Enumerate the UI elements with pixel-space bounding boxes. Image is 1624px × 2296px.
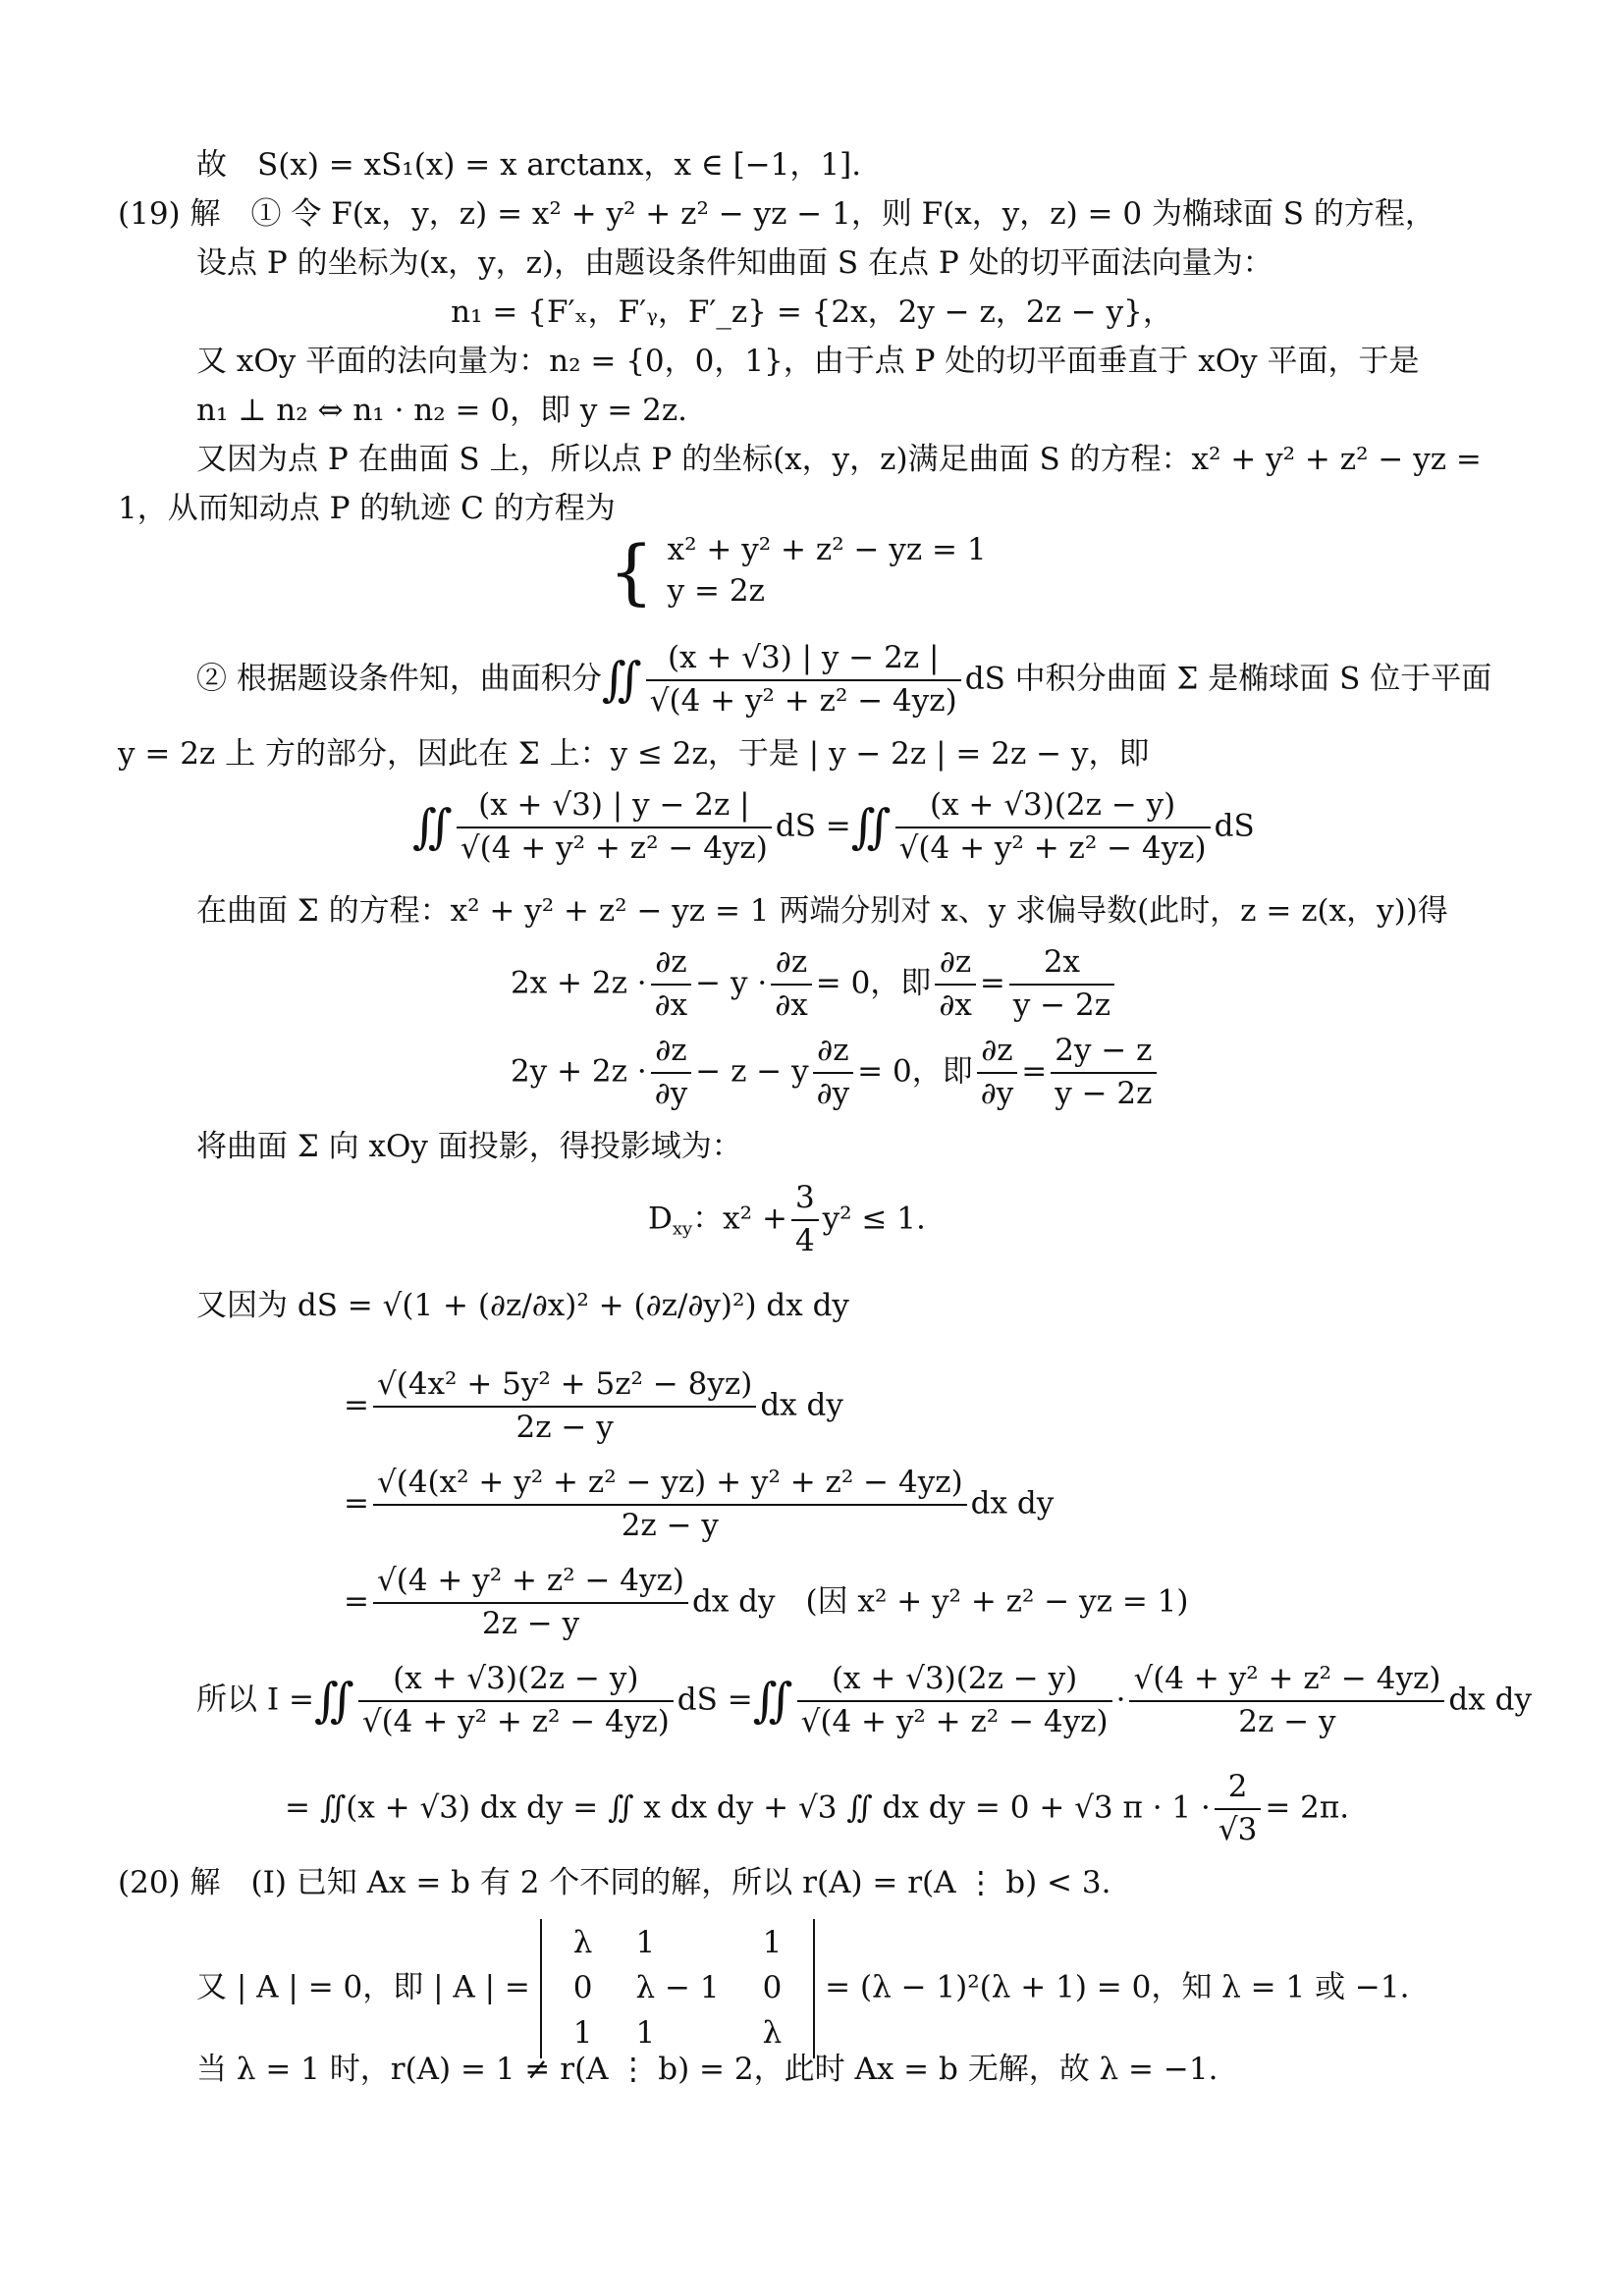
- fraction-numerator: 2y − z: [1051, 1031, 1156, 1074]
- fraction-numerator: (x + √3) | y − 2z |: [457, 785, 772, 828]
- text-segment: ② 根据题设条件知，曲面积分: [196, 661, 602, 697]
- fraction-numerator: ∂z: [977, 1031, 1018, 1074]
- fraction-denominator: 2z − y: [621, 1507, 719, 1543]
- section-20-heading-line: (20) 解 (Ⅰ) 已知 Ax = b 有 2 个不同的解，所以 r(A) = r(A ⋮ b) < 3.: [118, 1865, 1111, 1900]
- text-segment: = 0，即: [815, 965, 932, 1001]
- determinant-line: [196, 1919, 1409, 2058]
- text-line: 又因为 dS = √(1 + (∂z/∂x)² + (∂z/∂y)²) dx dy: [196, 1288, 849, 1323]
- determinant-matrix: [540, 1919, 816, 2058]
- text-segment: dx dy: [970, 1485, 1055, 1522]
- fraction-denominator: 2z − y: [1238, 1703, 1336, 1739]
- fraction-denominator: y − 2z: [1012, 987, 1111, 1023]
- fraction-denominator: 4: [794, 1222, 815, 1258]
- fraction-denominator: ∂x: [775, 987, 808, 1023]
- fraction-numerator: (x + √3)(2z − y): [895, 785, 1211, 828]
- double-integral-glyph: ∬: [752, 1673, 793, 1729]
- text-segment: =: [344, 1485, 369, 1522]
- fraction: [813, 1031, 854, 1115]
- text-segment: =: [344, 1387, 369, 1423]
- text-segment: =: [979, 965, 1005, 1001]
- text-segment: 2y + 2z ·: [511, 1053, 647, 1090]
- integral-equality-line: [412, 785, 1255, 870]
- fraction-denominator: √3: [1218, 1811, 1258, 1847]
- text-segment: 2x + 2z ·: [511, 965, 647, 1001]
- fraction-numerator: √(4x² + 5y² + 5z² − 8yz): [373, 1364, 756, 1408]
- integral-result-line: [285, 1767, 1349, 1851]
- text-segment: dS =: [775, 808, 851, 844]
- matrix-cell: 1: [635, 1925, 656, 1960]
- matrix-cell: 1: [762, 1925, 783, 1960]
- fraction: [977, 1031, 1018, 1115]
- fraction-denominator: √(4 + y² + z² − 4yz): [361, 1703, 670, 1739]
- text-segment: ·: [1115, 1682, 1126, 1718]
- matrix-cell: 0: [572, 1969, 593, 2005]
- text-segment: dS =: [677, 1682, 753, 1718]
- fraction-numerator: √(4(x² + y² + z² − yz) + y² + z² − 4yz): [373, 1463, 967, 1506]
- text-segment: dx dy (因 x² + y² + z² − yz = 1): [691, 1583, 1189, 1620]
- fraction: [373, 1364, 756, 1449]
- fraction-numerator: ∂z: [651, 942, 692, 986]
- text-line: 当 λ = 1 时，r(A) = 1 ≠ r(A ⋮ b) = 2，此时 Ax = b 无解，故 λ = −1.: [196, 2052, 1218, 2087]
- surface-integral-line: [196, 638, 1491, 722]
- ds-step-2: [344, 1463, 1054, 1547]
- text-segment: = (λ − 1)²(λ + 1) = 0，知 λ = 1 或 −1.: [825, 1969, 1410, 2005]
- text-segment: ：x² +: [692, 1201, 787, 1237]
- fraction: [651, 1031, 692, 1115]
- text-segment: = 2π.: [1265, 1789, 1350, 1826]
- subscript: xy: [672, 1218, 693, 1240]
- system-equation-2: y = 2z: [667, 572, 765, 609]
- text-segment: =: [1021, 1053, 1048, 1090]
- fraction: [895, 785, 1211, 870]
- text-line: 又 xOy 平面的法向量为：n₂ = {0，0，1}，由于点 P 处的切平面垂直于 xOy 平面，于是: [196, 344, 1420, 379]
- fraction: [651, 942, 692, 1027]
- fraction-denominator: 2z − y: [515, 1409, 614, 1445]
- projection-domain-line: [648, 1178, 926, 1262]
- text-segment: 又 | A | = 0，即 | A | =: [196, 1969, 530, 2005]
- text-segment: =: [344, 1583, 369, 1620]
- double-integral-glyph: ∬: [412, 799, 453, 855]
- fraction-numerator: ∂z: [813, 1031, 854, 1074]
- matrix-cell: λ: [762, 2014, 783, 2051]
- fraction-denominator: 2z − y: [481, 1605, 580, 1641]
- equation-system: [609, 530, 987, 613]
- fraction-denominator: √(4 + y² + z² − 4yz): [649, 682, 957, 719]
- fraction-denominator: ∂y: [980, 1075, 1014, 1111]
- fraction: [797, 1659, 1112, 1743]
- fraction-denominator: √(4 + y² + z² − 4yz): [898, 829, 1207, 866]
- fraction-denominator: ∂x: [939, 987, 972, 1023]
- fraction-numerator: ∂z: [935, 942, 976, 986]
- text-segment: D: [648, 1201, 673, 1237]
- text-segment: 所以 I =: [196, 1682, 314, 1718]
- fraction-numerator: 2x: [1009, 942, 1114, 986]
- text-line: 又因为点 P 在曲面 S 上，所以点 P 的坐标(x，y，z)满足曲面 S 的方程：x² + y² + z² − yz =: [196, 442, 1482, 477]
- fraction: [1009, 942, 1114, 1027]
- partial-derivative-x-line: [511, 942, 1118, 1027]
- integral-I-line: [196, 1659, 1532, 1743]
- double-integral-glyph: ∬: [601, 652, 642, 708]
- matrix-cell: λ − 1: [635, 1969, 720, 2005]
- fraction-denominator: ∂y: [816, 1075, 850, 1111]
- fraction-numerator: √(4 + y² + z² − 4yz): [373, 1561, 688, 1604]
- text-segment: − y ·: [695, 965, 768, 1001]
- ds-step-1: [344, 1364, 843, 1449]
- fraction: [1129, 1659, 1444, 1743]
- text-line: n₁ ⊥ n₂ ⇔ n₁ · n₂ = 0，即 y = 2z.: [196, 393, 688, 428]
- fraction: [358, 1659, 674, 1743]
- fraction-denominator: √(4 + y² + z² − 4yz): [460, 829, 768, 866]
- fraction-numerator: ∂z: [771, 942, 812, 986]
- partial-derivative-y-line: [511, 1031, 1161, 1115]
- fraction-numerator: (x + √3)(2z − y): [358, 1659, 674, 1702]
- fraction: [791, 1178, 819, 1262]
- text-segment: dx dy: [760, 1387, 843, 1423]
- left-brace-glyph: {: [609, 529, 654, 613]
- matrix-cell: 1: [635, 2014, 656, 2051]
- fraction-denominator: y − 2z: [1055, 1075, 1153, 1111]
- ds-step-3: [344, 1561, 1188, 1645]
- fraction: [457, 785, 772, 870]
- double-integral-glyph: ∬: [313, 1673, 354, 1729]
- text-segment: y² ≤ 1.: [822, 1201, 926, 1237]
- fraction: [1051, 1031, 1156, 1115]
- fraction: [935, 942, 976, 1027]
- fraction-numerator: 3: [791, 1178, 819, 1221]
- text-line: 故 S(x) = xS₁(x) = x arctanx，x ∈ [−1，1].: [196, 147, 862, 183]
- fraction-denominator: ∂x: [654, 987, 688, 1023]
- text-segment: − z − y: [695, 1053, 809, 1090]
- fraction: [646, 638, 961, 722]
- fraction: [1215, 1767, 1261, 1851]
- fraction-numerator: ∂z: [651, 1031, 692, 1074]
- text-segment: dS: [1214, 808, 1255, 844]
- text-line: y = 2z 上 方的部分，因此在 Σ 上：y ≤ 2z，于是 | y − 2z | = 2z − y，即: [118, 736, 1150, 772]
- fraction-numerator: (x + √3) | y − 2z |: [646, 638, 961, 681]
- text-segment: = ∬(x + √3) dx dy = ∬ x dx dy + √3 ∬ dx dy = 0 + √3 π · 1 ·: [285, 1789, 1211, 1826]
- fraction-denominator: ∂y: [654, 1075, 688, 1111]
- section-19-heading-line: (19) 解 ① 令 F(x，y，z) = x² + y² + z² − yz − 1，则 F(x，y，z) = 0 为椭球面 S 的方程，: [118, 196, 1435, 232]
- text-segment: dx dy: [1448, 1682, 1532, 1718]
- text-line: 设点 P 的坐标为(x，y，z)，由题设条件知曲面 S 在点 P 处的切平面法向量为：: [196, 245, 1273, 281]
- matrix-cell: 1: [572, 2014, 593, 2051]
- text-line: 在曲面 Σ 的方程：x² + y² + z² − yz = 1 两端分别对 x、y 求偏导数(此时，z = z(x，y))得: [196, 893, 1448, 929]
- fraction-numerator: √(4 + y² + z² − 4yz): [1129, 1659, 1444, 1702]
- double-integral-glyph: ∬: [850, 799, 892, 855]
- text-segment: = 0，即: [857, 1053, 973, 1090]
- fraction-numerator: (x + √3)(2z − y): [797, 1659, 1112, 1702]
- matrix-cell: λ: [572, 1925, 593, 1960]
- fraction: [771, 942, 812, 1027]
- normal-vector-equation: n₁ = {F′ₓ，F′ᵧ，F′_z} = {2x，2y − z，2z − y}，: [451, 294, 1173, 330]
- fraction: [373, 1561, 688, 1645]
- text-line: 1，从而知动点 P 的轨迹 C 的方程为: [118, 491, 616, 526]
- text-line: 将曲面 Σ 向 xOy 面投影，得投影域为：: [196, 1129, 742, 1164]
- fraction: [373, 1463, 967, 1547]
- fraction-denominator: √(4 + y² + z² − 4yz): [800, 1703, 1109, 1739]
- text-segment: dS 中积分曲面 Σ 是椭球面 S 位于平面: [964, 661, 1492, 697]
- system-equation-1: x² + y² + z² − yz = 1: [667, 532, 987, 567]
- matrix-cell: 0: [762, 1969, 783, 2005]
- fraction-numerator: 2: [1215, 1767, 1261, 1810]
